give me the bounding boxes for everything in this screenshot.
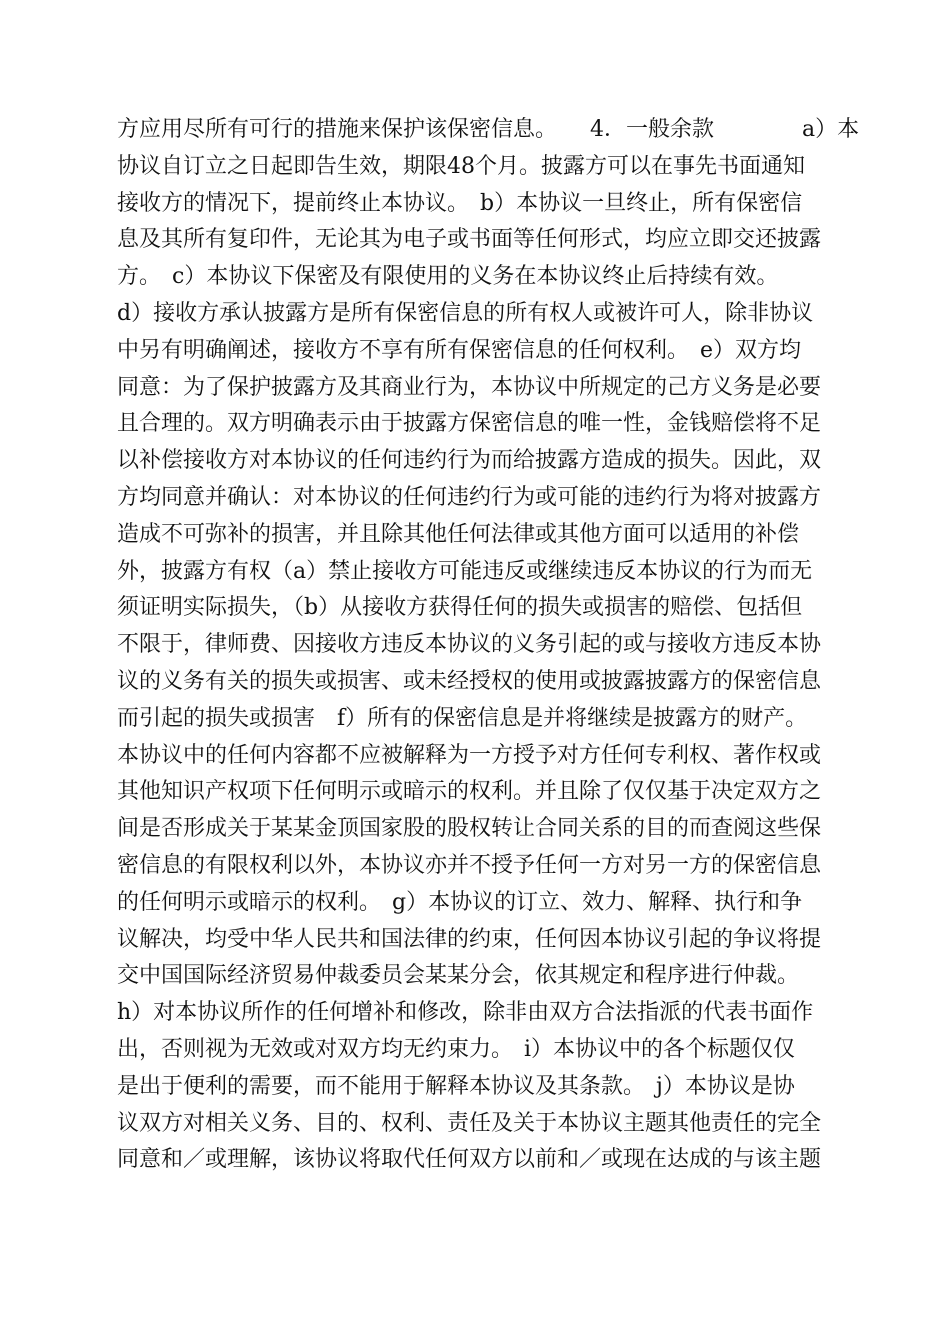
text-line: 造成不可弥补的损害，并且除其他任何法律或其他方面可以适用的补偿 xyxy=(117,521,800,547)
text-line: 中另有明确阐述，接收方不享有所有保密信息的任何权利。 e）双方均 xyxy=(117,337,802,363)
text-line: d）接收方承认披露方是所有保密信息的所有权人或被许可人，除非协议 xyxy=(117,300,814,326)
text-line: 的任何明示或暗示的权利。 g）本协议的订立、效力、解释、执行和争 xyxy=(117,889,803,915)
text-line: 同意和／或理解，该协议将取代任何双方以前和／或现在达成的与该主题 xyxy=(117,1147,822,1173)
text-line: 外，披露方有权（a）禁止接收方可能违反或继续违反本协议的行为而无 xyxy=(117,558,813,584)
text-line: 其他知识产权项下任何明示或暗示的权利。并且除了仅仅基于决定双方之 xyxy=(117,779,822,805)
text-line: 方应用尽所有可行的措施来保护该保密信息。 4．一般余款 a）本 xyxy=(117,117,860,142)
text-line: 方。 c）本协议下保密及有限使用的义务在本协议终止后持续有效。 xyxy=(117,264,779,290)
text-line: 须证明实际损失，（b）从接收方获得任何的损失或损害的赔偿、包括但 xyxy=(117,595,803,621)
text-line: 议双方对相关义务、目的、权利、责任及关于本协议主题其他责任的完全 xyxy=(117,1110,822,1136)
text-line: 以补偿接收方对本协议的任何违约行为而给披露方造成的损失。因此，双 xyxy=(117,448,822,474)
text-line: 而引起的损失或损害 f）所有的保密信息是并将继续是披露方的财产。 xyxy=(117,705,808,731)
text-line: 同意：为了保护披露方及其商业行为，本协议中所规定的己方义务是必要 xyxy=(117,374,822,400)
text-line: 不限于，律师费、因接收方违反本协议的义务引起的或与接收方违反本协 xyxy=(117,632,822,658)
text-line: 是出于便利的需要，而不能用于解释本协议及其条款。 j）本协议是协 xyxy=(117,1073,795,1099)
text-line: 接收方的情况下，提前终止本协议。 b）本协议一旦终止，所有保密信 xyxy=(117,190,803,216)
text-line: 议的义务有关的损失或损害、或未经授权的使用或披露披露方的保密信息 xyxy=(117,668,822,694)
text-line: h）对本协议所作的任何增补和修改，除非由双方合法指派的代表书面作 xyxy=(117,1000,814,1026)
text-line: 且合理的。双方明确表示由于披露方保密信息的唯一性，金钱赔偿将不足 xyxy=(117,411,822,437)
text-line: 交中国国际经济贸易仲裁委员会某某分会，依其规定和程序进行仲裁。 xyxy=(117,963,800,989)
contract-text-block xyxy=(117,112,860,1179)
text-line: 出，否则视为无效或对双方均无约束力。 i）本协议中的各个标题仅仅 xyxy=(117,1036,796,1062)
text-line: 方均同意并确认：对本协议的任何违约行为或可能的违约行为将对披露方 xyxy=(117,484,822,510)
text-line: 密信息的有限权利以外，本协议亦并不授予任何一方对另一方的保密信息 xyxy=(117,852,822,878)
text-line: 议解决，均受中华人民共和国法律的约束，任何因本协议引起的争议将提 xyxy=(117,926,822,952)
text-line: 协议自订立之日起即告生效，期限48个月。披露方可以在事先书面通知 xyxy=(117,153,805,179)
text-line: 间是否形成关于某某金顶国家股的股权转让合同关系的目的而查阅这些保 xyxy=(117,816,822,842)
text-line: 本协议中的任何内容都不应被解释为一方授予对方任何专利权、著作权或 xyxy=(117,742,822,768)
text-line: 息及其所有复印件，无论其为电子或书面等任何形式，均应立即交还披露 xyxy=(117,227,822,253)
